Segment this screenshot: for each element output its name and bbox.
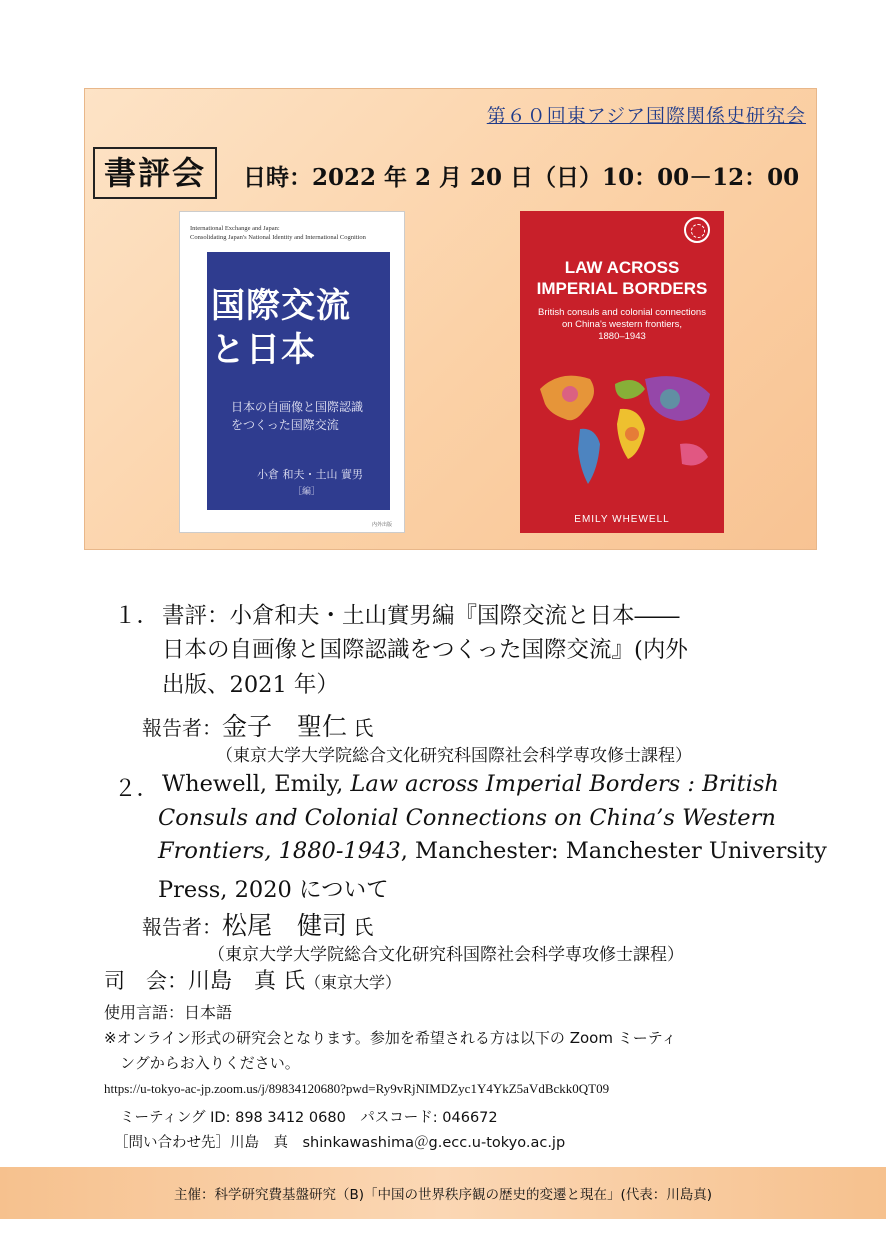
item2-line4: Press, 2020 について xyxy=(158,877,389,903)
item1-line1: 書評：小倉和夫・土山實男編『国際交流と日本―― xyxy=(162,603,680,629)
book2-author: EMILY WHEWELL xyxy=(574,514,670,525)
footer-band xyxy=(0,1167,886,1219)
book1-editor-mark: ［編］ xyxy=(293,487,321,497)
item1-reporter: 報告者：金子 聖仁 氏 xyxy=(142,712,374,741)
event-badge: 書評会 xyxy=(93,147,217,199)
item2-reporter: 報告者：松尾 健司 氏 xyxy=(142,911,374,940)
item2-number: ２． xyxy=(114,776,160,802)
header-box xyxy=(84,88,817,550)
item2-line1: Whewell, Emily, Law across Imperial Borders : British xyxy=(162,771,779,797)
series-title: 第６０回東アジア国際関係史研究会 xyxy=(486,105,806,127)
book1-title: 国際交流 と日本 xyxy=(211,286,351,370)
sponsor-text: 主催：科学研究費基盤研究（B)「中国の世界秩序観の歴史的変遷と現在」(代表：川島真) xyxy=(173,1187,713,1203)
book1-editors: 小倉 和夫・土山 實男 xyxy=(257,468,363,481)
item2-line3: Frontiers, 1880-1943, Manchester: Manchester University xyxy=(158,838,827,864)
item2-affiliation: （東京大学大学院総合文化研究科国際社会科学専攻修士課程） xyxy=(208,945,684,965)
notice-line2: ングからお入りください。 xyxy=(120,1054,300,1072)
item1-line3: 出版、2021 年） xyxy=(162,672,339,698)
language: 使用言語：日本語 xyxy=(104,1003,233,1022)
item1-number: １． xyxy=(114,603,160,629)
item1-line2: 日本の自画像と国際認識をつくった国際交流』(内外 xyxy=(162,637,688,663)
book1-english-title: International Exchange and Japan: Consolidating Japan's National Identity and International Cognition xyxy=(190,225,366,241)
event-datetime: 日時：2022 年 2 月 20 日（日）10：00－12：00 xyxy=(243,164,800,191)
world-map-illustration-icon xyxy=(520,349,724,509)
item1-affiliation: （東京大学大学院総合文化研究科国際社会科学専攻修士課程） xyxy=(216,746,692,766)
book-cover-kokusai-koryu xyxy=(180,212,404,532)
book-cover-law-across-imperial-borders xyxy=(520,211,724,533)
book1-cover-panel xyxy=(207,252,390,510)
notice-line1: ※オンライン形式の研究会となります。参加を希望される方は以下の Zoom ミーティ xyxy=(104,1029,677,1047)
chair: 司 会：川島 真 氏（東京大学） xyxy=(104,969,402,994)
book2-subtitle: British consuls and colonial connections on China's western frontiers, 1880–1943 xyxy=(538,307,706,342)
book1-subtitle: 日本の自画像と国際認識 をつくった国際交流 xyxy=(231,400,364,432)
item2-line2: Consuls and Colonial Connections on China’s Western xyxy=(158,805,776,831)
zoom-link[interactable]: https://u-tokyo-ac-jp.zoom.us/j/89834120680?pwd=Ry9vRjNIMDZyc1Y4YkZ5aVdBckk0QT09 xyxy=(104,1081,610,1096)
meeting-info: ミーティング ID: 898 3412 0680 パスコード: 046672 xyxy=(120,1110,498,1126)
contact-info: ［問い合わせ先］川島 真 shinkawashima＠g.ecc.u-tokyo.ac.jp xyxy=(114,1135,566,1151)
book2-title: LAW ACROSS IMPERIAL BORDERS xyxy=(536,258,708,298)
book1-publisher: 内外出版 xyxy=(371,522,392,528)
series-seal-icon xyxy=(684,217,710,243)
